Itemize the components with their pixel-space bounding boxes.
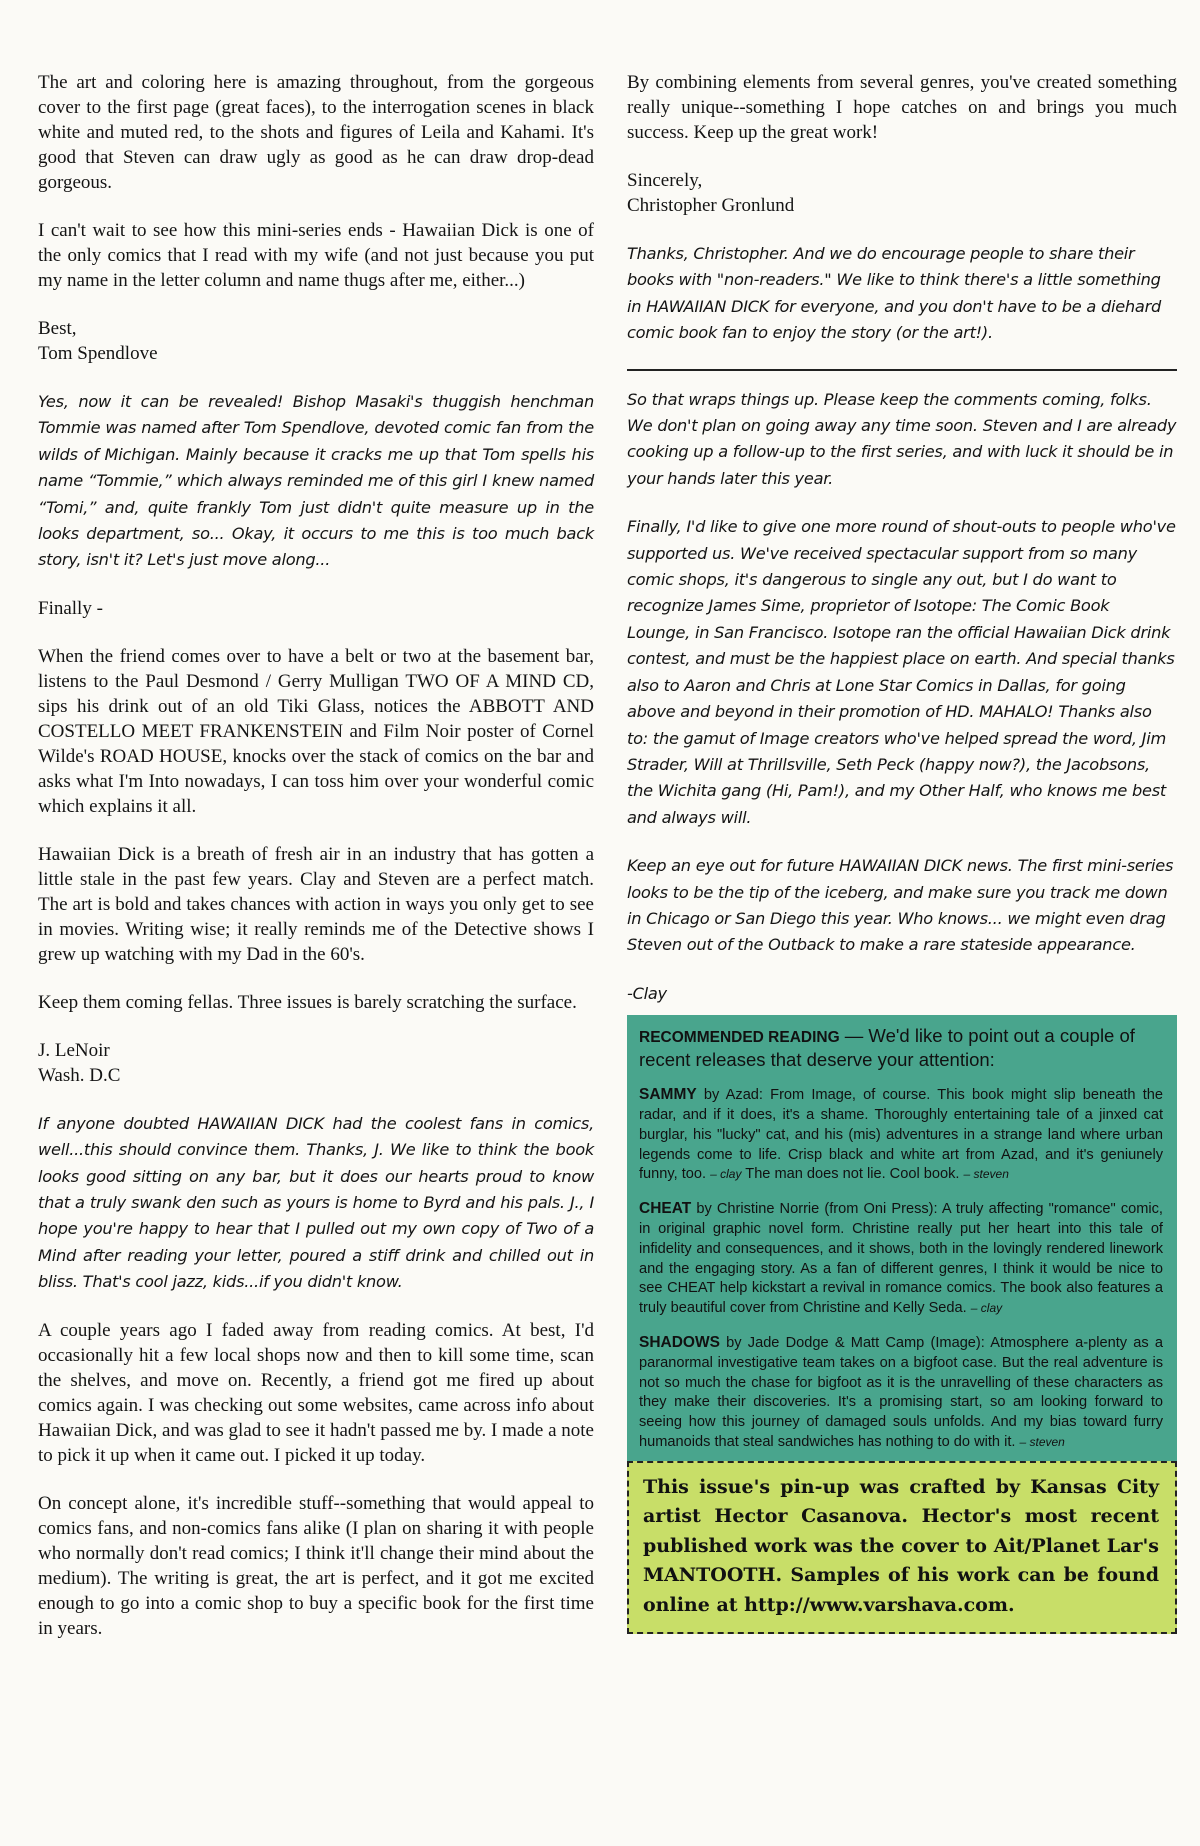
letter-paragraph: A couple years ago I faded away from reading comics. At best, I'd occasionally hit a few local shops now and then to kill some time, scan the shelves, and move on. Recently, a friend got me fired up about comics again. I was checking out some websites, came across info about Hawaiian Dick, and was glad to see it hadn't passed me by. I made a note to pick it up when it came out. I picked it up today. xyxy=(38,1319,594,1466)
letter-paragraph: On concept alone, it's incredible stuff--something that would appeal to comics fans, and non-comics fans alike (I plan on sharing it with people who normally don't read comics; I think it'll change their mind about the medium). The writing is great, the art is perfect, and it got me excited enough to go into a comic shop to buy a specific book for the first time in years. xyxy=(38,1492,594,1639)
letter-paragraph: Keep them coming fellas. Three issues is barely scratching the surface. xyxy=(38,991,577,1013)
letter-signature: Christopher Gronlund xyxy=(627,195,795,216)
editor-sign-off: -Clay xyxy=(627,983,667,1003)
editor-closing-paragraph: So that wraps things up. Please keep the comments coming, folks. We don't plan on going away any time soon. Steven and I are already cooking up a follow-up to the first series, and with luck it should be in your hands later this year. xyxy=(627,389,1177,488)
recommendation-title: SHADOWS xyxy=(639,1333,720,1351)
letter-closing: Best, xyxy=(38,318,77,339)
recommendation-credit: – steven xyxy=(1019,1434,1065,1449)
letter-closing: Sincerely, xyxy=(627,170,703,191)
recommended-reading-intro: — We'd like to point out a couple of recent releases that deserve your attention: xyxy=(639,1025,1135,1071)
pinup-note-text: This issue's pin-up was crafted by Kansas City artist Hector Casanova. Hector's most recent published work was the cover to Ait/Planet Lar's MANTOOTH. Samples of his work can be found online at http://www.varshava.com. xyxy=(643,1475,1159,1616)
right-column xyxy=(627,70,1177,1634)
letter-signature-block xyxy=(627,168,1177,218)
pinup-note-box xyxy=(627,1461,1177,1635)
editor-reply: Thanks, Christopher. And we do encourage people to share their books with "non-readers." We like to think there's a little something in HAWAIIAN DICK for everyone, and you don't have to be a diehard comic book fan to enjoy the story (or the art!). xyxy=(627,244,1162,343)
section-divider xyxy=(627,369,1177,371)
letter-paragraph: Hawaiian Dick is a breath of fresh air in an industry that has gotten a little stale in the past few years. Clay and Steven are a perfect match. The art is bold and takes chances with action in ways you only get to see in movies. Writing wise; it really reminds me of the Detective shows I grew up watching with my Dad in the 60's. xyxy=(38,843,594,965)
letter-paragraph: By combining elements from several genres, you've created something really unique--something I hope catches on and brings you much success. Keep up the great work! xyxy=(627,72,1177,143)
recommendation-text: by Christine Norrie (from Oni Press): A truly affecting "romance" comic, in original graphic novel form. Christine really put her heart into this tale of infidelity and consequences, and it shows, both in the lovingly rendered linework and the engaging story. As a fan of different genres, I think it would be nice to see CHEAT help kickstart a revival in romance comics. The book also features a truly beautiful cover from Christine and Kelly Seda. xyxy=(639,1201,1163,1317)
editor-closing-paragraph: Finally, I'd like to give one more round of shout-outs to people who've supported us. We've received spectacular support from so many comic shops, it's dangerous to single any out, but I do want to recognize James Sime, proprietor of Isotope: The Comic Book Lounge, in San Francisco. Isotope ran the official Hawaiian Dick drink contest, and must be the happiest place on earth. And special thanks also to Aaron and Chris at Lone Star Comics in Dallas, for going above and beyond in their promotion of HD. MAHALO! Thanks also to: the gamut of Image creators who've helped spread the word, Jim Strader, Will at Thrillsville, Seth Peck (happy now?), the Jacobsons, the Wichita gang (Hi, Pam!), and my Other Half, who knows me best and always will. xyxy=(627,517,1176,827)
recommendation-credit: – clay xyxy=(710,1167,742,1182)
recommendation-text: The man does not lie. Cool book. xyxy=(741,1166,964,1183)
recommended-reading-box xyxy=(627,1015,1177,1461)
editor-closing-paragraph: Keep an eye out for future HAWAIIAN DICK news. The first mini-series looks to be the tip of the iceberg, and make sure you track me down in Chicago or San Diego this year. Who knows... we might even drag Steven out of the Outback to make a rare stateside appearance. xyxy=(627,856,1174,955)
recommendation-title: CHEAT xyxy=(639,1200,692,1218)
recommendation-credit: – clay xyxy=(970,1301,1003,1316)
recommendation-title: SAMMY xyxy=(639,1086,697,1104)
recommendation-item xyxy=(639,1333,1163,1453)
letter-paragraph: Finally - xyxy=(38,597,103,619)
letter-paragraph: When the friend comes over to have a belt or two at the basement bar, listens to the Paul Desmond / Gerry Mulligan TWO OF A MIND CD, sips his drink out of an old Tiki Glass, notices the ABBOTT AND COSTELLO MEET FRANKENSTEIN and Film Noir poster of Cornel Wilde's ROAD HOUSE, knocks over the stack of comics on the bar and asks what I'm Into nowadays, I can toss him over your wonderful comic which explains it all. xyxy=(38,645,594,817)
letter-paragraph: I can't wait to see how this mini-series ends - Hawaiian Dick is one of the only comics that I read with my wife (and not just because you put my name in the letter column and name thugs after me, either...) xyxy=(38,220,594,291)
recommendation-text: by Jade Dodge & Matt Camp (Image): Atmosphere a-plenty as a paranormal investigative team takes on a bigfoot case. But the real adventure is not so much the chase for bigfoot as it is the unravelling of these characters as they make their discoveries. It's a promising start, so am looking forward to seeing how this journey of damaged souls unfolds. And my bias toward furry humanoids that steal sandwiches has nothing to do with it. xyxy=(639,1334,1163,1450)
editor-reply: Yes, now it can be revealed! Bishop Masaki's thuggish henchman Tommie was named after Tom Spendlove, devoted comic fan from the wilds of Michigan. Mainly because it cracks me up that Tom spells his name “Tommie,” which always reminded me of this girl I knew named “Tomi,” and, quite frankly Tom just didn't quite measure up in the looks department, so... Okay, it occurs to me this is too much back story, isn't it? Let's just move along... xyxy=(38,392,594,570)
letter-paragraph: The art and coloring here is amazing throughout, from the gorgeous cover to the first page (great faces), to the interrogation scenes in black white and muted red, to the shots and figures of Leila and Kahami. It's good that Steven can draw ugly as good as he can draw drop-dead gorgeous. xyxy=(38,72,594,193)
letter-signature: J. LeNoir xyxy=(38,1039,110,1061)
letter-location: Wash. D.C xyxy=(38,1064,121,1086)
letter-signature: Tom Spendlove xyxy=(38,343,158,364)
left-column xyxy=(38,70,594,1664)
recommended-reading-title: RECOMMENDED READING xyxy=(639,1029,840,1047)
recommendation-item xyxy=(639,1199,1163,1319)
recommendation-item xyxy=(639,1085,1163,1185)
recommended-reading-heading xyxy=(639,1025,1163,1071)
letter-signature-block xyxy=(38,316,594,366)
recommendation-text: by Azad: From Image, of course. This book might slip beneath the radar, and if it does, it's a shame. Thoroughly entertaining tale of a jinxed cat burglar, his "lucky" cat, and his (mis) adventures in a strange land where urban legends come to life. Crisp black and white art from Azad, and it's geniunely funny, too. xyxy=(639,1087,1163,1183)
letter-signature-block xyxy=(38,1038,594,1088)
editor-reply: If anyone doubted HAWAIIAN DICK had the coolest fans in comics, well...this should convince them. Thanks, J. We like to think the book looks good sitting on any bar, but it does our hearts proud to know that a truly swank den such as yours is home to Byrd and his pals. J., I hope you're happy to hear that I pulled out my own copy of Two of a Mind after reading your letter, poured a stiff drink and chilled out in bliss. That's cool jazz, kids...if you didn't know. xyxy=(38,1113,594,1292)
recommendation-credit: – steven xyxy=(963,1167,1009,1182)
